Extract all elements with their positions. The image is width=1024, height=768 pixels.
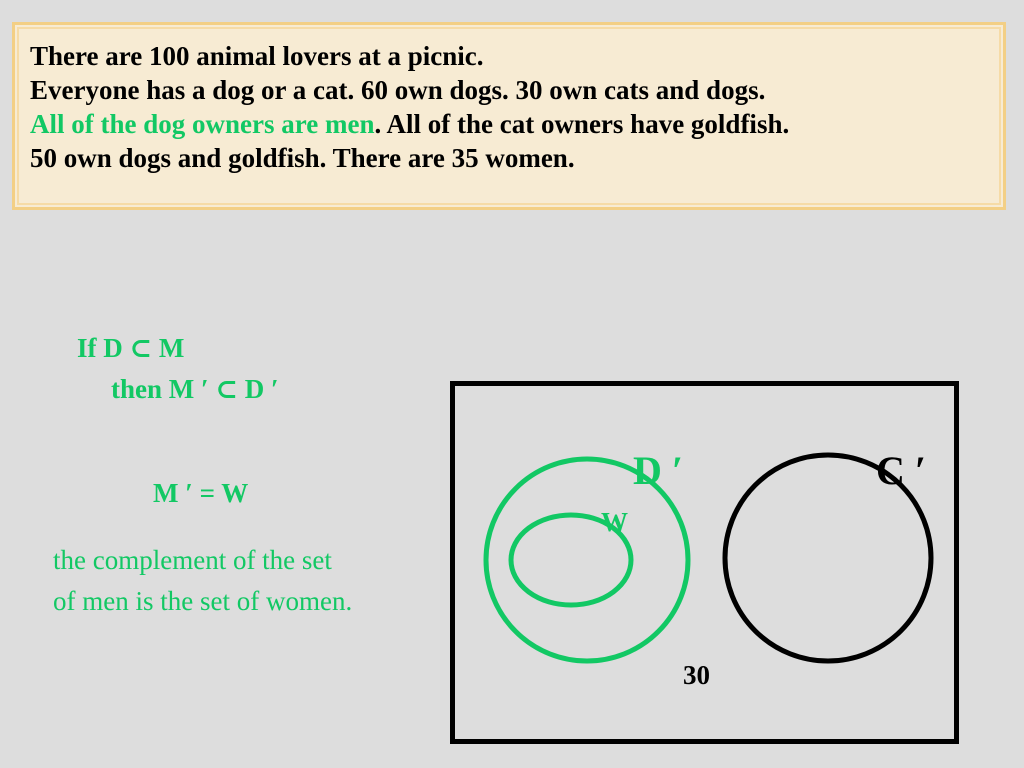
complement-equation: M ′ = W bbox=[153, 478, 249, 508]
w-label: W bbox=[601, 507, 628, 537]
explanation-line-2: of men is the set of women. bbox=[53, 586, 353, 616]
problem-text: . All of the cat owners have goldfish. bbox=[374, 109, 790, 139]
then-statement: then M ′ ⊂ D ′ bbox=[111, 374, 279, 404]
highlighted-fact: All of the dog owners are men bbox=[30, 109, 375, 139]
explanation-line-1: the complement of the set bbox=[53, 545, 332, 575]
outside-count-label: 30 bbox=[683, 660, 710, 690]
if-statement: If D ⊂ M bbox=[77, 333, 185, 363]
problem-text: There are 100 animal lovers at a picnic. bbox=[30, 41, 484, 71]
problem-text: Everyone has a dog or a cat. 60 own dogs. 30 own cats and dogs. bbox=[30, 75, 766, 105]
problem-text: 50 own dogs and goldfish. There are 35 women. bbox=[30, 143, 575, 173]
d-complement-label: D ′ bbox=[633, 448, 684, 493]
c-complement-label: C ′ bbox=[876, 448, 927, 493]
